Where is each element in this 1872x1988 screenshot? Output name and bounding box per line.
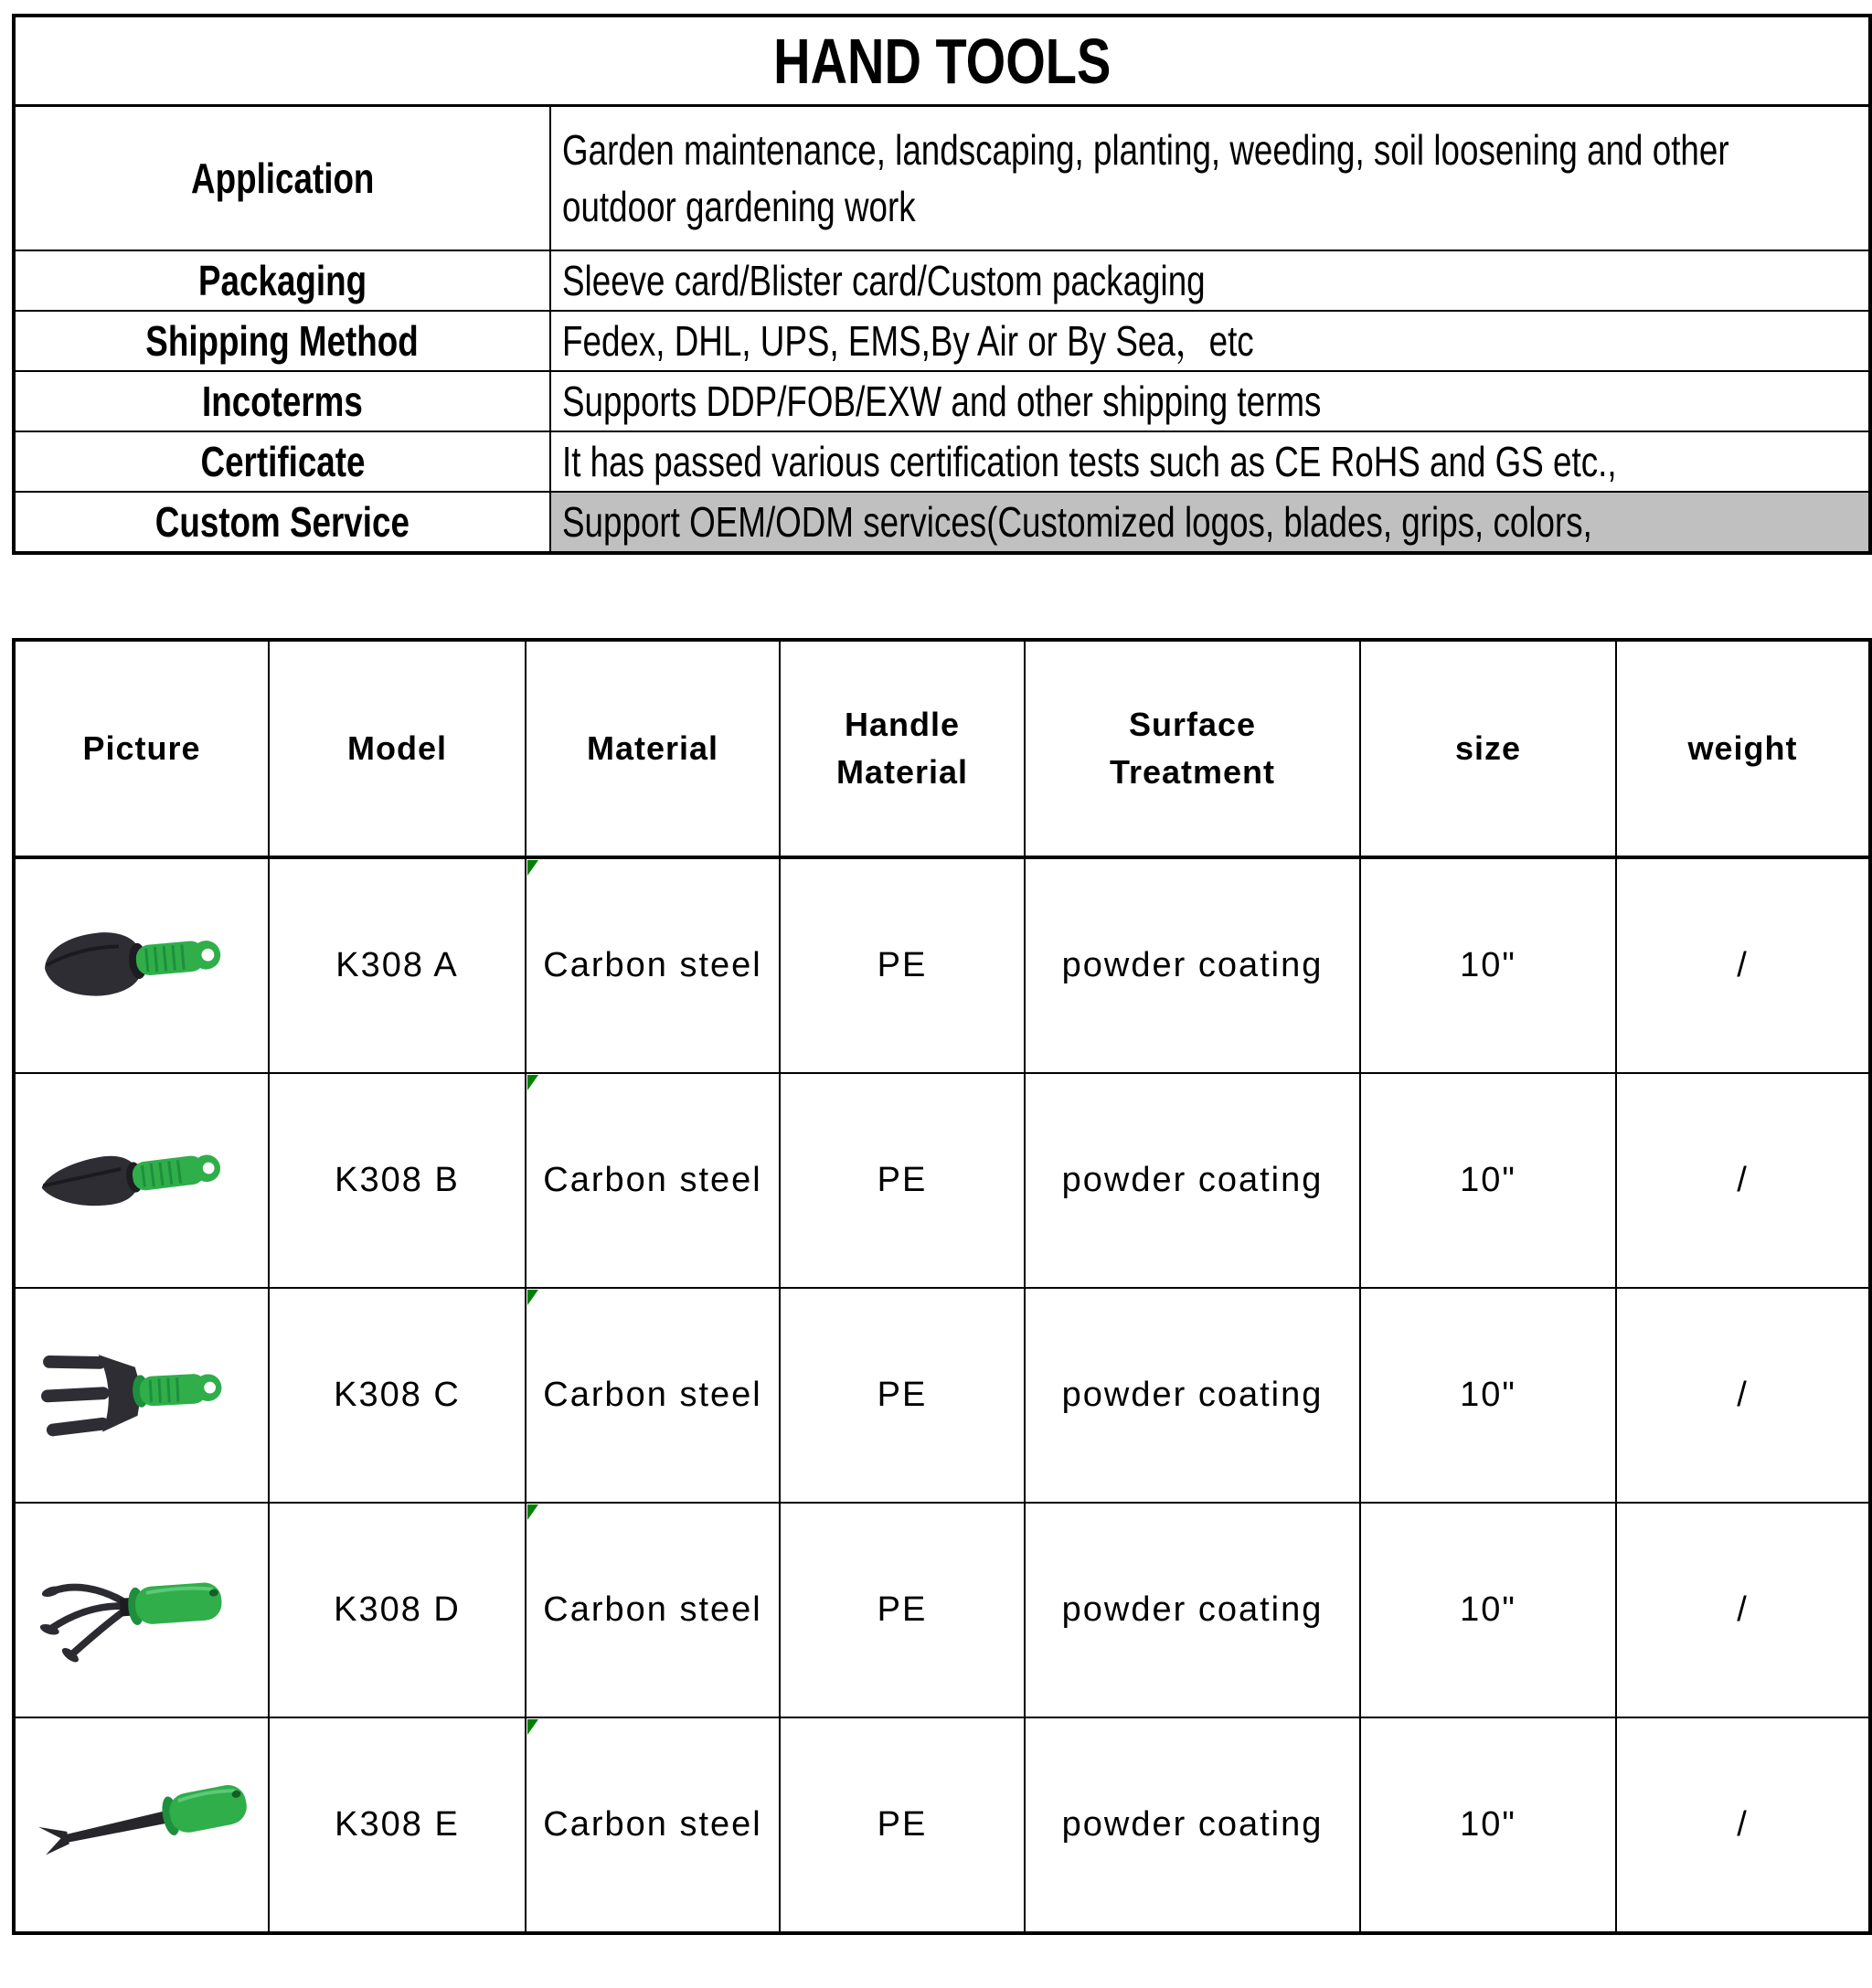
picture-cell — [14, 1503, 269, 1717]
picture-cell — [14, 857, 269, 1073]
handle-material-cell: PE — [780, 1288, 1025, 1503]
material-cell: Carbon steel — [526, 1717, 780, 1933]
info-table — [12, 14, 1872, 555]
product-row — [14, 1717, 1870, 1933]
weeder-image — [34, 1762, 250, 1879]
material-cell: Carbon steel — [526, 857, 780, 1073]
surface-treatment-cell: powder coating — [1025, 1073, 1360, 1288]
size-cell: 10" — [1360, 857, 1616, 1073]
info-label: Application — [14, 106, 550, 251]
header-model: Model — [269, 640, 526, 857]
info-row-custom-service — [14, 492, 1870, 553]
material-cell: Carbon steel — [526, 1288, 780, 1503]
model-cell: K308 C — [269, 1288, 526, 1503]
surface-treatment-cell: powder coating — [1025, 1503, 1360, 1717]
excel-flag-icon — [527, 1075, 538, 1090]
header-material: Material — [526, 640, 780, 857]
info-row-shipping-method — [14, 311, 1870, 371]
surface-treatment-cell: powder coating — [1025, 857, 1360, 1073]
hand-fork-image — [34, 1333, 250, 1450]
header-surface-treatment: Surface Treatment — [1025, 640, 1360, 857]
product-row — [14, 1073, 1870, 1288]
header-size: size — [1360, 640, 1616, 857]
info-value: Garden maintenance, landscaping, planting, weeding, soil loosening and other outdoor gardening work — [550, 106, 1870, 251]
handle-material-cell: PE — [780, 857, 1025, 1073]
picture-cell — [14, 1288, 269, 1503]
excel-flag-icon — [527, 860, 538, 876]
excel-flag-icon — [527, 1290, 538, 1305]
info-value-highlighted: Support OEM/ODM services(Customized logos, blades, grips, colors, — [550, 492, 1870, 553]
product-table-header — [14, 640, 1870, 857]
size-cell: 10" — [1360, 1073, 1616, 1288]
size-cell: 10" — [1360, 1288, 1616, 1503]
cultivator-image — [34, 1547, 250, 1664]
page-title: HAND TOOLS — [772, 25, 1112, 97]
material-cell: Carbon steel — [526, 1073, 780, 1288]
model-cell: K308 A — [269, 857, 526, 1073]
handle-material-cell: PE — [780, 1503, 1025, 1717]
weight-cell: / — [1616, 1288, 1870, 1503]
title-row — [14, 16, 1870, 106]
header-picture: Picture — [14, 640, 269, 857]
model-cell: K308 B — [269, 1073, 526, 1288]
handle-material-cell: PE — [780, 1073, 1025, 1288]
info-row-packaging — [14, 250, 1870, 311]
weight-cell: / — [1616, 857, 1870, 1073]
picture-cell — [14, 1073, 269, 1288]
info-label: Shipping Method — [14, 311, 550, 371]
model-cell: K308 E — [269, 1717, 526, 1933]
excel-flag-icon — [527, 1719, 538, 1735]
size-cell: 10" — [1360, 1717, 1616, 1933]
info-label: Incoterms — [14, 371, 550, 431]
info-row-incoterms — [14, 371, 1870, 431]
material-cell: Carbon steel — [526, 1503, 780, 1717]
size-cell: 10" — [1360, 1503, 1616, 1717]
product-row — [14, 1288, 1870, 1503]
page-title-cell — [14, 16, 1870, 106]
surface-treatment-cell: powder coating — [1025, 1717, 1360, 1933]
product-row — [14, 1503, 1870, 1717]
product-row — [14, 857, 1870, 1073]
header-weight: weight — [1616, 640, 1870, 857]
weight-cell: / — [1616, 1073, 1870, 1288]
info-row-certificate — [14, 431, 1870, 492]
weight-cell: / — [1616, 1503, 1870, 1717]
info-label: Packaging — [14, 250, 550, 311]
narrow-trowel-image — [34, 1118, 250, 1235]
info-value: It has passed various certification tests such as CE RoHS and GS etc., — [550, 431, 1870, 492]
excel-flag-icon — [527, 1504, 538, 1520]
info-label: Certificate — [14, 431, 550, 492]
product-table — [12, 638, 1872, 1935]
info-label: Custom Service — [14, 492, 550, 553]
wide-trowel-image — [34, 903, 250, 1020]
header-handle-material: Handle Material — [780, 640, 1025, 857]
weight-cell: / — [1616, 1717, 1870, 1933]
info-value: Supports DDP/FOB/EXW and other shipping terms — [550, 371, 1870, 431]
model-cell: K308 D — [269, 1503, 526, 1717]
surface-treatment-cell: powder coating — [1025, 1288, 1360, 1503]
info-value: Sleeve card/Blister card/Custom packaging — [550, 250, 1870, 311]
handle-material-cell: PE — [780, 1717, 1025, 1933]
picture-cell — [14, 1717, 269, 1933]
info-row-application — [14, 106, 1870, 251]
info-value: Fedex, DHL, UPS, EMS,By Air or By Sea，etc — [550, 311, 1870, 371]
